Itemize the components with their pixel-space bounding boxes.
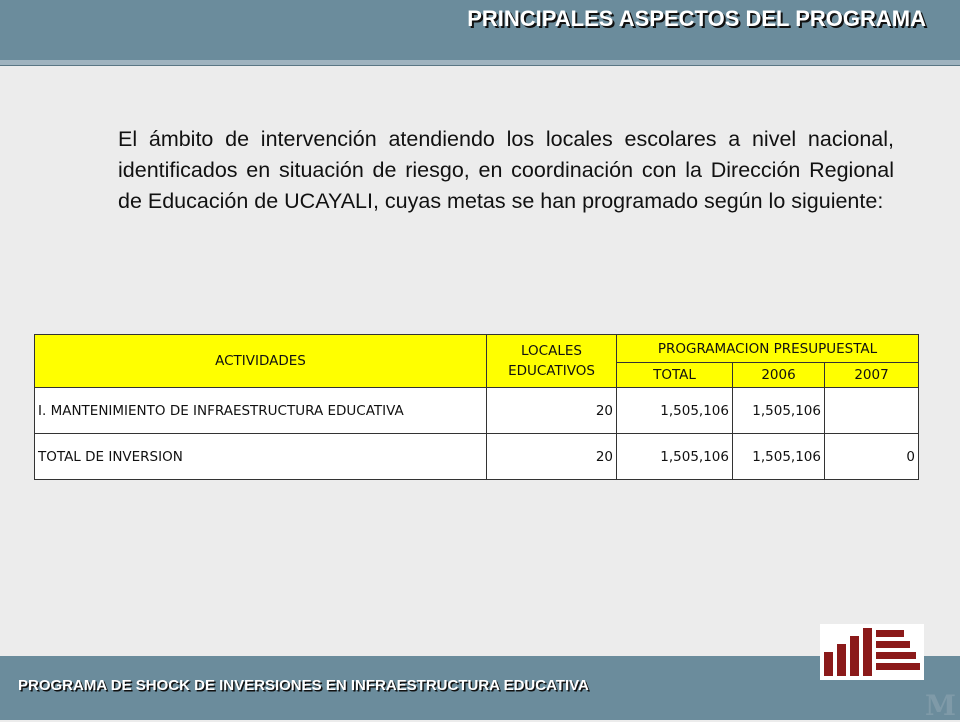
intro-paragraph: El ámbito de intervención atendiendo los locales escolares a nivel nacional, identificados en situación de riesgo, en coordinación con la Dirección Regional de Educación de UCAYALI, cuyas metas se han programado según lo siguiente: — [118, 127, 894, 213]
header-locales-line2: EDUCATIVOS — [508, 363, 595, 379]
header-activities: ACTIVIDADES — [35, 335, 487, 388]
header-2006: 2006 — [733, 363, 825, 388]
row-2007 — [825, 388, 919, 434]
page-title: PRINCIPALES ASPECTOS DEL PROGRAMA — [467, 6, 926, 31]
row-total: 1,505,106 — [617, 388, 733, 434]
row-activity: TOTAL DE INVERSION — [35, 434, 487, 480]
row-activity: I. MANTENIMIENTO DE INFRAESTRUCTURA EDUCATIVA — [35, 388, 487, 434]
footer-program-name: PROGRAMA DE SHOCK DE INVERSIONES EN INFRAESTRUCTURA EDUCATIVA — [18, 677, 589, 694]
row-total: 1,505,106 — [617, 434, 733, 480]
table-row — [35, 434, 919, 480]
table-row — [35, 388, 919, 434]
corner-mark: M — [925, 689, 956, 722]
header-locales — [487, 335, 617, 388]
header-divider — [0, 60, 960, 66]
header-2007: 2007 — [825, 363, 919, 388]
row-2006: 1,505,106 — [733, 388, 825, 434]
header-locales-line1: LOCALES — [521, 343, 582, 359]
row-locales: 20 — [487, 388, 617, 434]
header-total: TOTAL — [617, 363, 733, 388]
budget-table — [34, 334, 919, 480]
row-locales: 20 — [487, 434, 617, 480]
bar-chart-logo-icon — [820, 624, 924, 680]
row-2006: 1,505,106 — [733, 434, 825, 480]
header-budget: PROGRAMACION PRESUPUESTAL — [617, 335, 919, 363]
row-2007: 0 — [825, 434, 919, 480]
